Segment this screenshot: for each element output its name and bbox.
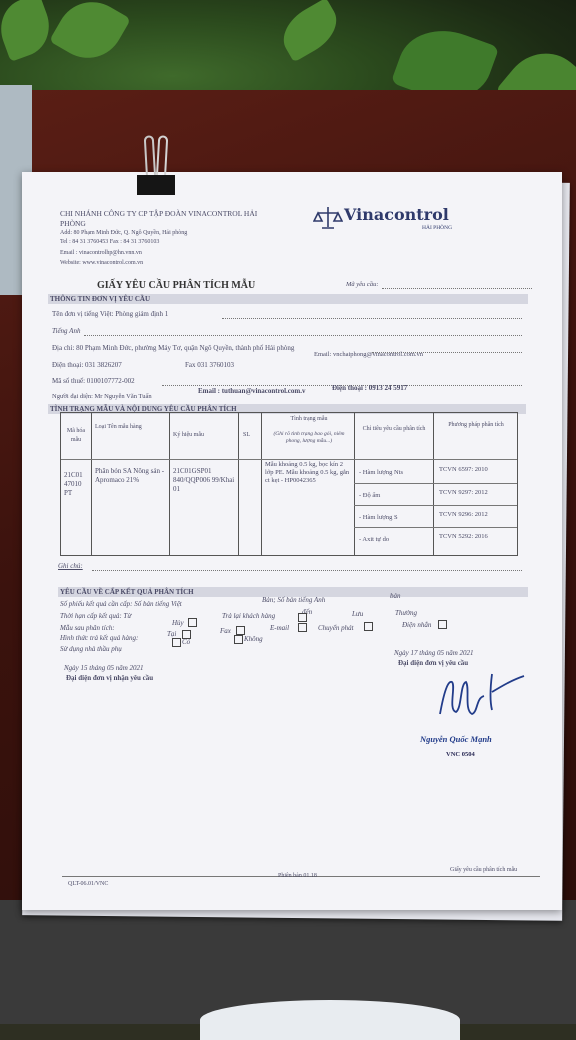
col-divider [433, 413, 434, 555]
logo-name: Vinacontrol [344, 205, 449, 224]
requester-title: Đại diện đơn vị yêu cầu [398, 659, 469, 667]
field-phone2: Điện thoại : 0913 24 5917 [332, 384, 408, 392]
field-email: Email: vnchaiphong@vinacontrol.com.vn [314, 351, 424, 358]
sample-after-label: Mẫu sau phân tích: [60, 624, 115, 632]
header-criteria: Chỉ tiêu yêu cầu phân tích [362, 426, 426, 432]
leaf-shape [49, 0, 131, 71]
header-quantity: SL [243, 432, 251, 438]
cell-sample-type: Phân bón SA Nông sản - Apromaco 21% [95, 467, 165, 484]
option-keep-label: Lưu [352, 610, 364, 618]
cell-method-4: TCVN 5292: 2016 [439, 533, 488, 540]
field-representative: Người đại diện: Mr Nguyễn Văn Tuấn [52, 393, 152, 400]
section-requester: THÔNG TIN ĐƠN VỊ YÊU CẦU [50, 295, 151, 303]
field-unit-name: Tên đơn vị tiếng Việt: Phòng giám định 1 [52, 310, 169, 318]
signer-name: Nguyễn Quốc Mạnh [420, 734, 492, 744]
header-sample-type: Loại Tên mẫu hàng [95, 424, 142, 430]
company-line2: PHÒNG [60, 219, 86, 228]
leaf-shape [0, 0, 58, 62]
result-english-copies: Bản; Số bản tiếng Anh [262, 596, 326, 604]
option-pickup-label: Điện nhắn [402, 621, 432, 629]
col-divider [91, 413, 92, 555]
row-divider [354, 483, 517, 484]
col-divider [261, 413, 262, 555]
field-english-name: Tiếng Anh [52, 327, 81, 335]
field-fax: Fax 031 3760103 [185, 361, 234, 369]
option-email-label: E-mail [270, 624, 290, 632]
destroy-checkbox[interactable] [188, 618, 197, 627]
company-line1: CHI NHÁNH CÔNG TY CP TẬP ĐOÀN VINACONTROL HẢI [60, 209, 258, 218]
section-sample-status: TÌNH TRẠNG MẪU VÀ NỘI DUNG YÊU CẦU PHÂN TÍCH [50, 405, 237, 413]
field-email2: Email : tuthuan@vinacontrol.com.v [198, 387, 306, 395]
leaf-shape [274, 0, 346, 62]
field-tax-code: Mã số thuế: 0100107772-002 [52, 377, 135, 385]
cell-sample-code: 21C01 47010 PT [64, 471, 83, 497]
handwritten-signature [432, 662, 532, 727]
footer-code: QLT-06.01/VNC [68, 881, 109, 887]
courier-checkbox[interactable] [364, 622, 373, 631]
cell-method-2: TCVN 9297: 2012 [439, 489, 488, 496]
col-divider [238, 413, 239, 555]
result-deadline: Thời hạn cấp kết quả: Từ [60, 612, 132, 620]
option-destroy-label: Hủy [172, 619, 184, 627]
company-address: Add: 80 Phạm Minh Đức, Q. Ngô Quyền, Hải phòng [60, 230, 188, 236]
company-website: Website: www.vinacontrol.com.vn [60, 260, 144, 266]
binder-clip-icon [135, 135, 177, 195]
dotted-line [92, 570, 522, 571]
section-result-request: YÊU CẦU VỀ CẤP KẾT QUẢ PHÂN TÍCH [60, 588, 194, 596]
row-divider [61, 459, 517, 460]
pickup-checkbox[interactable] [438, 620, 447, 629]
dotted-line [222, 318, 522, 319]
option-courier-label: Chuyển phát [318, 624, 354, 632]
requester-date: Ngày 17 tháng 05 năm 2021 [394, 649, 474, 657]
cell-criteria-2: - Độ ẩm [359, 492, 381, 499]
request-code-line [382, 288, 532, 289]
white-object [200, 1000, 460, 1040]
yes-checkbox[interactable] [172, 638, 181, 647]
result-copies-unit: bản [390, 592, 401, 600]
row-divider [354, 527, 517, 528]
cell-criteria-3: - Hàm lượng S [359, 514, 398, 521]
cell-criteria-4: - Axit tự do [359, 536, 390, 543]
document-sheet [22, 172, 562, 910]
company-email: Email : vinacontrolhp@hn.vnn.vn [60, 250, 142, 256]
col-divider [354, 413, 355, 555]
request-code-label: Mã yêu cầu: [346, 281, 379, 288]
company-tel: Tel : 84 31 3760453 Fax : 84 31 3760103 [60, 239, 160, 245]
footer-version: Phiên bản 01.18 [278, 873, 317, 879]
cell-sample-symbol: 21C01GSP01 840/QQP006 99/Khai 01 [173, 467, 235, 493]
option-onsite-label: Tại [167, 630, 177, 638]
header-condition: Tình trạng mẫu [290, 416, 328, 422]
email-checkbox[interactable] [298, 623, 307, 632]
header-method: Phương pháp phân tích [448, 422, 504, 428]
subcontractor-label: Sử dụng nhà thầu phụ [60, 645, 122, 653]
dotted-line [84, 335, 522, 336]
receiver-date: Ngày 15 tháng 05 năm 2021 [64, 664, 144, 672]
cell-method-3: TCVN 9296: 2012 [439, 511, 488, 518]
option-normal-label: Thường [395, 609, 417, 617]
sample-table [60, 412, 518, 556]
col-divider [169, 413, 170, 555]
logo-sub: HẢI PHÒNG [422, 225, 453, 231]
result-copies: Số phiếu kết quả cần cấp: Số bản tiếng Việt [60, 600, 182, 608]
return-checkbox[interactable] [298, 613, 307, 622]
cell-criteria-1: - Hàm lượng Nts [359, 469, 403, 476]
header-sample-symbol: Ký hiệu mẫu [173, 432, 204, 438]
receiver-title: Đại diện đơn vị nhận yêu cầu [66, 674, 154, 682]
option-fax-label: Fax [220, 627, 231, 635]
option-no-label: Không [244, 635, 263, 643]
cell-method-1: TCVN 6597: 2010 [439, 466, 488, 473]
field-phone: Điện thoại: 031 3826207 [52, 361, 122, 369]
row-divider [354, 505, 517, 506]
cell-condition: Mẫu khoảng 0.5 kg, bọc kín 2 lớp PE. Mẫu khoảng 0.5 kg, gắn ct kẹt - HP0042365 [265, 461, 350, 484]
no-checkbox[interactable] [234, 635, 243, 644]
signer-code: VNC 0504 [446, 751, 475, 758]
footer-right: Giấy yêu cầu phân tích mẫu [450, 867, 518, 873]
header-condition-note: (Ghi rõ tình trạng bao gói, niêm phong, lượng mẫu...) [273, 431, 345, 444]
result-deadline-to: đến [302, 608, 313, 616]
scale-logo-icon [313, 205, 343, 231]
header-sample-code: Mã hóa mẫu [66, 428, 86, 443]
field-address: Địa chỉ: 80 Phạm Minh Đức, phường Máy Tơ, quận Ngô Quyền, thành phố Hải phòng [52, 344, 295, 352]
fax-checkbox[interactable] [236, 626, 245, 635]
delivery-method-label: Hình thức trả kết quả hàng: [60, 634, 139, 642]
option-yes-label: Có [182, 638, 191, 646]
notes-label: Ghi chú: [58, 562, 83, 570]
option-return-label: Trả lại khách hàng [222, 612, 276, 620]
form-title: GIẤY YÊU CẦU PHÂN TÍCH MẪU [97, 280, 256, 291]
